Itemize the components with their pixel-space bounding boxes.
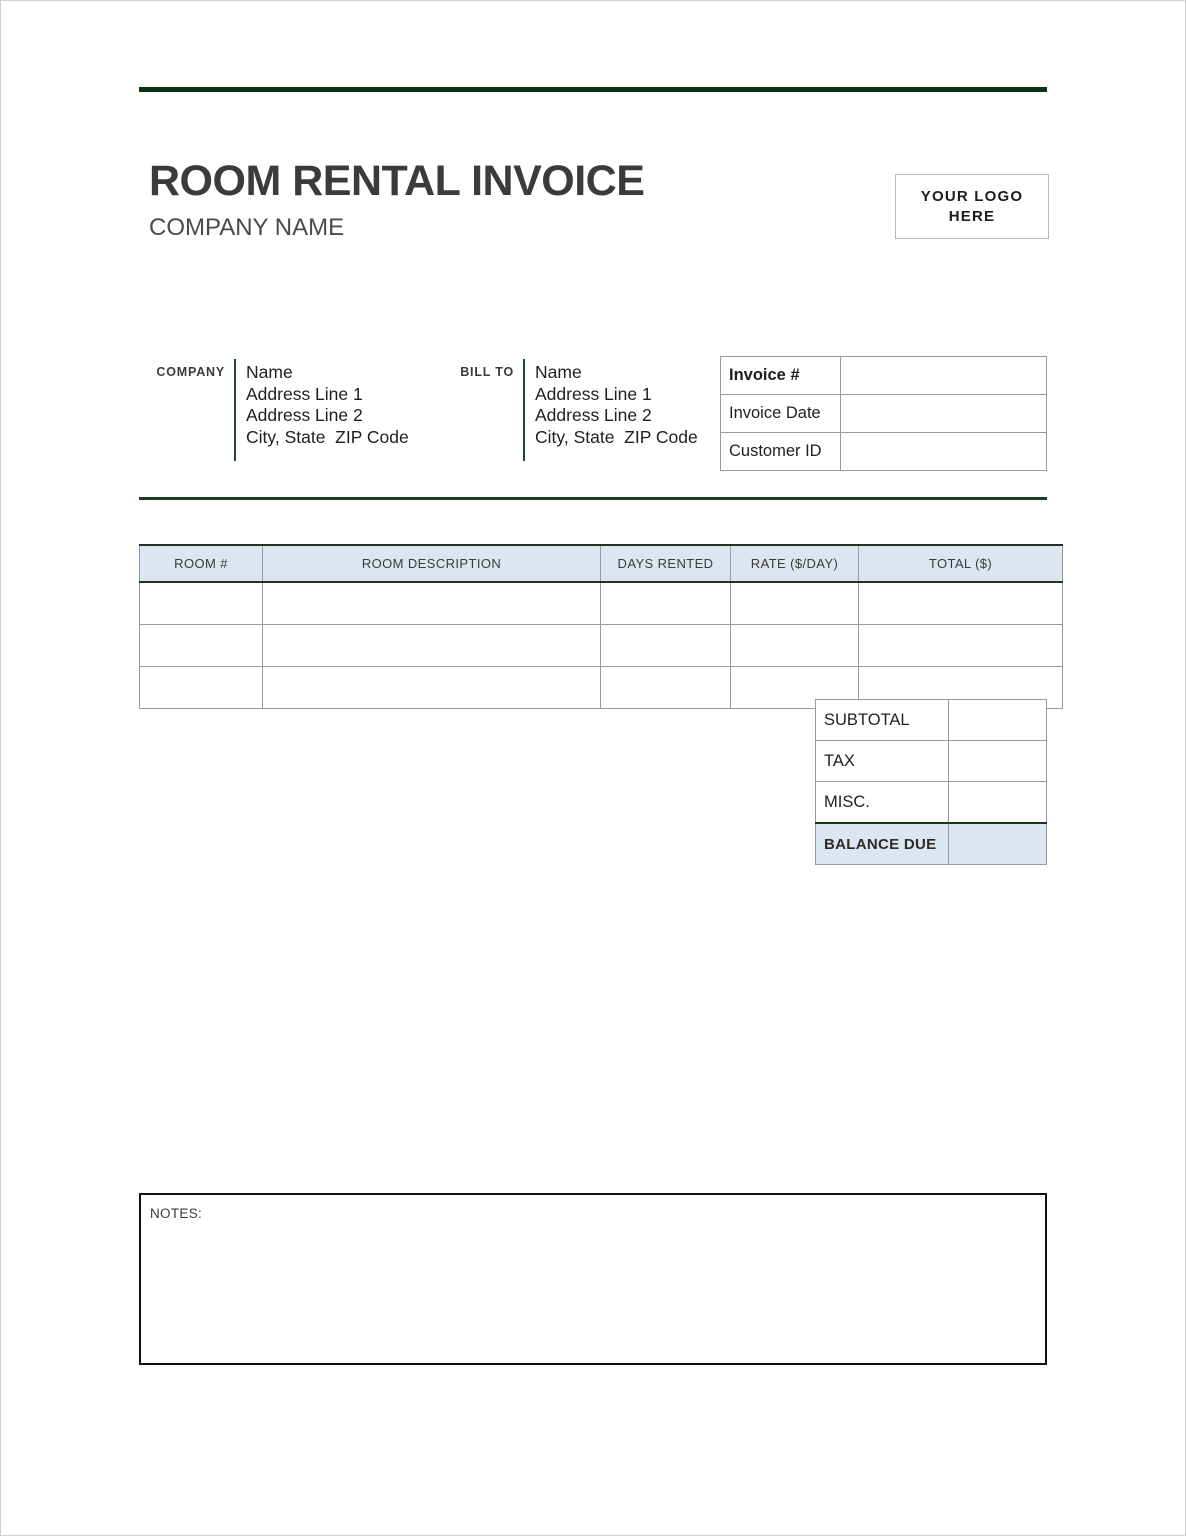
header-room-number: ROOM # xyxy=(140,545,263,582)
header-room-description: ROOM DESCRIPTION xyxy=(263,545,601,582)
cell-room-number-2[interactable] xyxy=(140,625,263,667)
misc-value[interactable] xyxy=(949,782,1047,824)
cell-room-number-3[interactable] xyxy=(140,667,263,709)
top-accent-rule xyxy=(139,87,1047,92)
line-items-table xyxy=(139,544,1063,709)
company-address-line-4: City, State ZIP Code xyxy=(246,426,409,447)
invoice-meta-table xyxy=(720,356,1047,471)
tax-label: TAX xyxy=(816,741,949,782)
section-divider-rule xyxy=(139,497,1047,500)
cell-total-1[interactable] xyxy=(859,582,1063,625)
subtotal-row xyxy=(816,700,1047,741)
tax-row xyxy=(816,741,1047,782)
misc-row xyxy=(816,782,1047,824)
customer-id-field[interactable] xyxy=(841,433,1047,471)
cell-room-description-2[interactable] xyxy=(263,625,601,667)
notes-label: NOTES: xyxy=(150,1206,203,1221)
invoice-date-label: Invoice Date xyxy=(721,395,841,433)
logo-placeholder-line1: YOUR LOGO xyxy=(920,187,1024,205)
bill-to-address-line-1: Name xyxy=(535,362,582,382)
cell-rate-2[interactable] xyxy=(731,625,859,667)
subtotal-label: SUBTOTAL xyxy=(816,700,949,741)
cell-room-description-1[interactable] xyxy=(263,582,601,625)
totals-table xyxy=(815,699,1047,865)
cell-room-description-3[interactable] xyxy=(263,667,601,709)
invoice-date-field[interactable] xyxy=(841,395,1047,433)
balance-due-label: BALANCE DUE xyxy=(816,823,949,865)
cell-total-2[interactable] xyxy=(859,625,1063,667)
invoice-sheet xyxy=(1,1,1185,1535)
company-address-lines[interactable] xyxy=(236,359,409,448)
page-title: ROOM RENTAL INVOICE xyxy=(149,157,645,205)
invoice-number-field[interactable] xyxy=(841,357,1047,395)
customer-id-row xyxy=(721,433,1047,471)
customer-id-label: Customer ID xyxy=(721,433,841,471)
header-total: TOTAL ($) xyxy=(859,545,1063,582)
bill-to-address-line-4: City, State ZIP Code xyxy=(535,426,698,447)
balance-due-row xyxy=(816,823,1047,865)
logo-placeholder[interactable] xyxy=(895,174,1049,239)
bill-to-address-group xyxy=(452,359,698,461)
header-days-rented: DAYS RENTED xyxy=(601,545,731,582)
company-label: COMPANY xyxy=(156,365,225,379)
company-name-heading: COMPANY NAME xyxy=(149,214,345,241)
notes-box[interactable] xyxy=(139,1193,1047,1365)
cell-room-number-1[interactable] xyxy=(140,582,263,625)
line-items-header-row xyxy=(140,545,1063,582)
company-address-line-2: Address Line 1 xyxy=(246,383,363,404)
company-address-line-1: Name xyxy=(246,362,293,382)
bill-to-address-line-3: Address Line 2 xyxy=(535,405,652,425)
table-row xyxy=(140,625,1063,667)
table-row xyxy=(140,582,1063,625)
misc-label: MISC. xyxy=(816,782,949,824)
subtotal-value[interactable] xyxy=(949,700,1047,741)
invoice-number-label: Invoice # xyxy=(721,357,841,395)
bill-to-address-lines[interactable] xyxy=(525,359,698,448)
tax-value[interactable] xyxy=(949,741,1047,782)
cell-rate-1[interactable] xyxy=(731,582,859,625)
bill-to-address-line-2: Address Line 1 xyxy=(535,383,652,404)
document-header xyxy=(149,156,1049,256)
cell-days-rented-2[interactable] xyxy=(601,625,731,667)
invoice-date-row xyxy=(721,395,1047,433)
cell-days-rented-1[interactable] xyxy=(601,582,731,625)
cell-days-rented-3[interactable] xyxy=(601,667,731,709)
company-address-line-3: Address Line 2 xyxy=(246,405,363,425)
header-rate-per-day: RATE ($/DAY) xyxy=(731,545,859,582)
logo-placeholder-line2: HERE xyxy=(948,207,996,225)
balance-due-value[interactable] xyxy=(949,823,1047,865)
invoice-number-row xyxy=(721,357,1047,395)
company-address-group xyxy=(147,359,409,461)
bill-to-label: BILL TO xyxy=(460,365,514,379)
